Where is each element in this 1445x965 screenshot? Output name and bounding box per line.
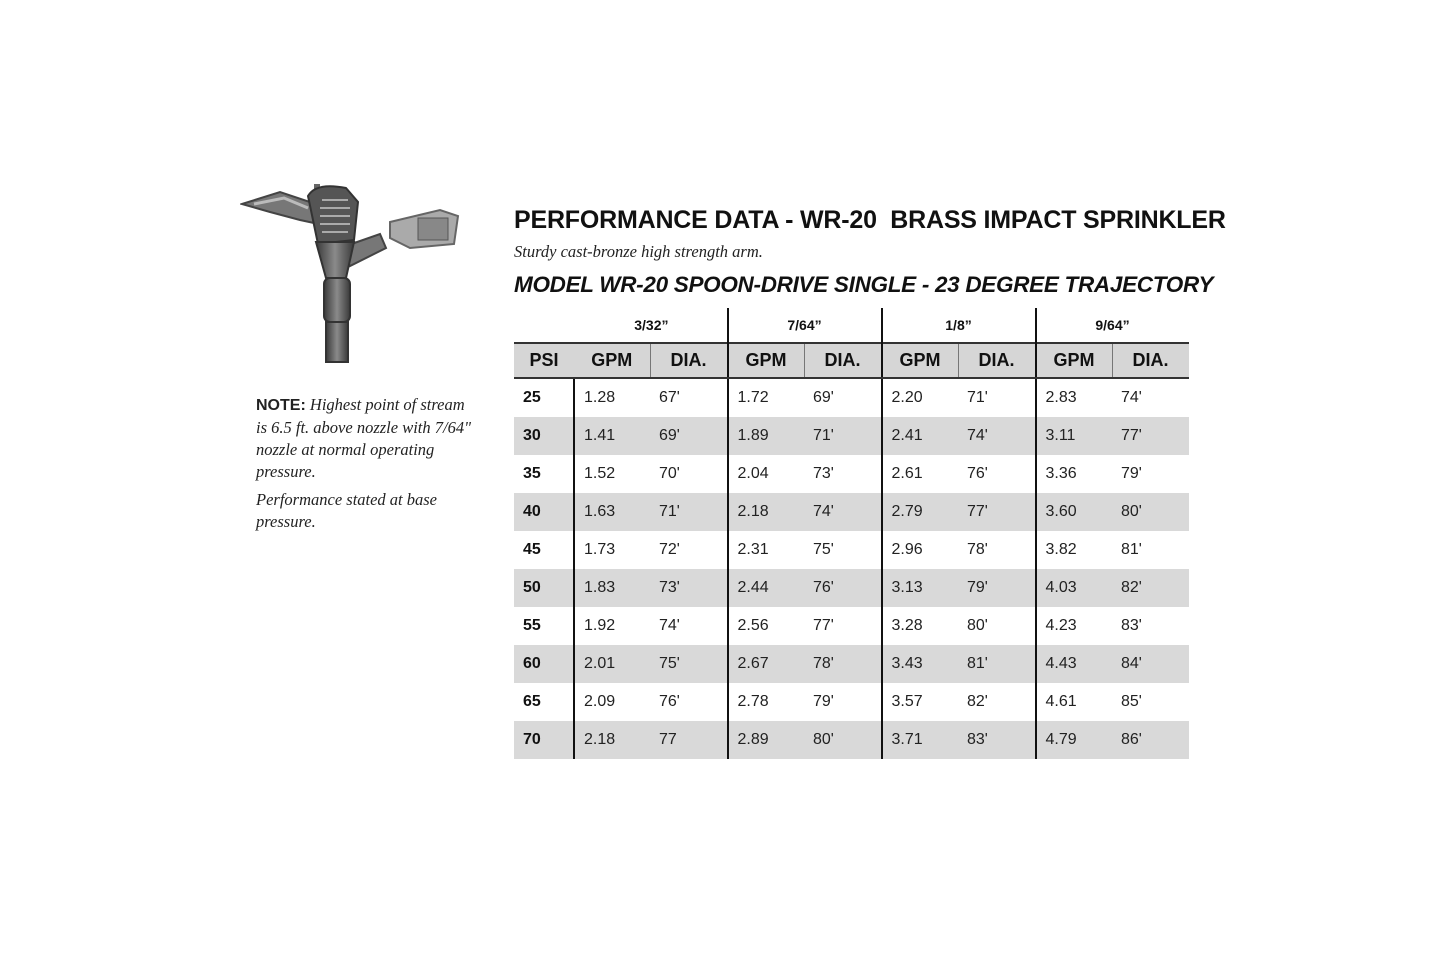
gpm-cell: 3.60 [1036,493,1113,531]
dia-cell: 81' [958,645,1036,683]
nozzle-size-row [514,308,1189,343]
gpm-cell: 2.67 [728,645,805,683]
dia-cell: 79' [1121,465,1142,482]
dia-cell: 76' [804,569,882,607]
dia-cell: 73' [813,465,834,482]
dia-cell: 80' [1112,493,1189,531]
psi-cell: 45 [523,541,541,558]
table-row [514,683,1189,721]
column-header-row [514,343,1189,378]
column-header-gpm: GPM [574,343,650,378]
table-row [514,417,1189,455]
gpm-cell: 3.57 [882,683,959,721]
dia-cell: 76' [967,465,988,482]
gpm-cell: 2.18 [728,493,805,531]
dia-cell: 75' [650,645,728,683]
gpm-cell: 1.92 [574,607,650,645]
column-header-gpm: GPM [882,343,959,378]
dia-cell: 83' [958,721,1036,759]
dia-cell: 73' [650,569,728,607]
column-header-dia: DIA. [650,343,728,378]
dia-cell: 74' [958,417,1036,455]
dia-cell: 69' [813,389,834,406]
gpm-cell: 3.28 [882,607,959,645]
gpm-cell: 1.72 [728,378,805,417]
psi-cell: 25 [523,389,541,406]
dia-cell: 78' [804,645,882,683]
gpm-cell: 4.79 [1036,721,1113,759]
dia-cell: 69' [650,417,728,455]
gpm-cell: 1.28 [574,378,650,417]
sprinkler-image [240,182,462,370]
note-footnote: Performance stated at base pressure. [256,490,438,531]
sprinkler-icon [240,182,462,370]
gpm-cell: 4.61 [1036,683,1113,721]
table-row [514,607,1189,645]
gpm-cell: 3.43 [882,645,959,683]
gpm-cell: 2.78 [728,683,805,721]
gpm-cell: 3.36 [1036,455,1113,493]
gpm-cell: 1.63 [574,493,650,531]
gpm-cell: 4.23 [1036,607,1113,645]
column-header-gpm: GPM [728,343,805,378]
note-text: Highest point of stream is 6.5 ft. above nozzle with 7/64" nozzle at normal operating pressure. [256,395,472,481]
table-row [514,569,1189,607]
nozzle-size-label: 7/64” [728,308,882,343]
dia-cell: 76' [659,693,680,710]
gpm-cell: 2.56 [728,607,805,645]
note-block [256,394,471,539]
gpm-cell: 3.82 [1036,531,1113,569]
gpm-cell: 2.79 [882,493,959,531]
dia-cell: 85' [1121,693,1142,710]
table-row [514,531,1189,569]
psi-cell: 30 [514,417,574,455]
gpm-cell: 2.01 [574,645,650,683]
table-row [514,455,1189,493]
gpm-cell: 1.41 [574,417,650,455]
dia-cell: 86' [1112,721,1189,759]
gpm-cell: 2.31 [728,531,805,569]
gpm-cell: 4.43 [1036,645,1113,683]
gpm-cell: 1.83 [574,569,650,607]
psi-cell: 60 [514,645,574,683]
dia-cell: 74' [659,617,680,634]
dia-cell: 82' [967,693,988,710]
psi-cell: 65 [523,693,541,710]
dia-cell: 77 [650,721,728,759]
gpm-cell: 3.11 [1036,417,1113,455]
gpm-cell: 1.89 [728,417,805,455]
column-header-dia: DIA. [804,343,882,378]
gpm-cell: 4.03 [1036,569,1113,607]
note-label: NOTE: [256,397,306,414]
gpm-cell: 2.04 [728,455,805,493]
psi-cell: 70 [514,721,574,759]
gpm-cell: 2.83 [1036,378,1113,417]
dia-cell: 71' [650,493,728,531]
dia-cell: 82' [1112,569,1189,607]
dia-cell: 80' [967,617,988,634]
dia-cell: 84' [1112,645,1189,683]
nozzle-size-label: 1/8” [882,308,1036,343]
dia-cell: 78' [967,541,988,558]
table-row [514,721,1189,759]
gpm-cell: 2.09 [574,683,650,721]
table-row [514,645,1189,683]
dia-cell: 81' [1121,541,1142,558]
gpm-cell: 2.41 [882,417,959,455]
column-header-dia: DIA. [958,343,1036,378]
column-header-psi: PSI [514,343,574,378]
dia-cell: 79' [958,569,1036,607]
psi-cell: 55 [523,617,541,634]
gpm-cell: 3.13 [882,569,959,607]
column-header-gpm: GPM [1036,343,1113,378]
gpm-cell: 2.20 [882,378,959,417]
dia-cell: 77' [813,617,834,634]
psi-cell: 50 [514,569,574,607]
gpm-cell: 2.96 [882,531,959,569]
performance-table [514,308,1189,759]
psi-cell: 40 [514,493,574,531]
dia-cell: 83' [1121,617,1142,634]
note-paragraph [256,394,471,483]
gpm-cell: 2.18 [574,721,650,759]
dia-cell: 79' [813,693,834,710]
psi-cell: 35 [523,465,541,482]
column-header-dia: DIA. [1112,343,1189,378]
dia-cell: 70' [659,465,680,482]
nozzle-size-label: 9/64” [1036,308,1189,343]
dia-cell: 74' [804,493,882,531]
page-subtitle: Sturdy cast-bronze high strength arm. [514,242,763,261]
gpm-cell: 2.89 [728,721,805,759]
dia-cell: 80' [804,721,882,759]
gpm-cell: 2.61 [882,455,959,493]
model-title: MODEL WR-20 SPOON-DRIVE SINGLE - 23 DEGREE TRAJECTORY [514,272,1214,297]
dia-cell: 74' [1121,389,1142,406]
dia-cell: 77' [1112,417,1189,455]
table-row [514,378,1189,417]
nozzle-size-label: 3/32” [634,317,669,333]
table-row [514,493,1189,531]
dia-cell: 71' [967,389,988,406]
dia-cell: 77' [958,493,1036,531]
dia-cell: 71' [804,417,882,455]
dia-cell: 75' [813,541,834,558]
gpm-cell: 1.52 [574,455,650,493]
gpm-cell: 1.73 [574,531,650,569]
page-title: PERFORMANCE DATA - WR-20 BRASS IMPACT SPRINKLER [514,206,1226,234]
gpm-cell: 2.44 [728,569,805,607]
dia-cell: 67' [659,389,680,406]
gpm-cell: 3.71 [882,721,959,759]
dia-cell: 72' [659,541,680,558]
